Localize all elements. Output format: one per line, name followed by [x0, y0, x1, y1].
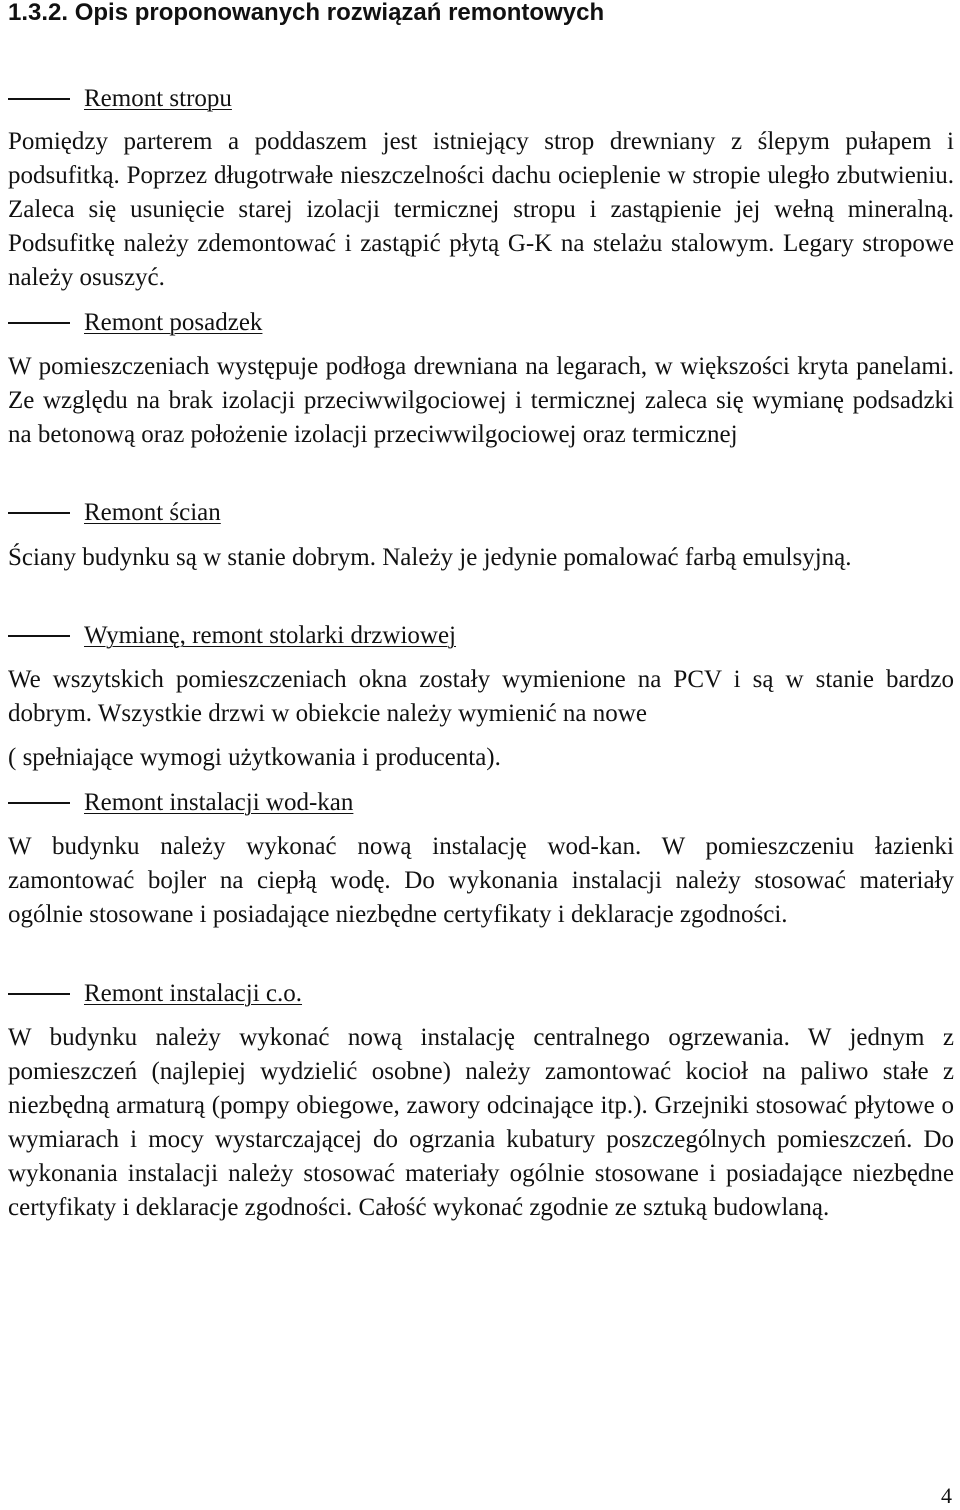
paragraph: Pomiędzy parterem a poddaszem jest istniejący strop drewniany z ślepym pułapem i podsufitką. Poprzez długotrwałe nieszczelności dachu ocieplenie w stropie uległo zbutwieniu. Zaleca się usunięcie starej izolacji termicznej stropu i zastąpienie jej wełną mineralną. Podsufitkę należy zdemontować i zastąpić płytą G-K na stelażu stalowym. Legary stropowe należy osuszyć.: [8, 128, 954, 291]
paragraph: Ściany budynku są w stanie dobrym. Należy je jedynie pomalować farbą emulsyjną.: [8, 544, 852, 571]
paragraph: We wszytskich pomieszczeniach okna zostały wymienione na PCV i są w stanie bardzo dobrym. Wszystkie drzwi w obiekcie należy wymienić na nowe: [8, 666, 954, 727]
item-title: Remont posadzek: [84, 309, 263, 336]
section-heading: 1.3.2. Opis proponowanych rozwiązań remontowych: [8, 0, 605, 26]
list-item-remont-stropu: [8, 82, 954, 115]
dash-bullet: [8, 98, 70, 100]
dash-bullet: [8, 635, 70, 637]
dash-bullet: [8, 802, 70, 804]
list-item-remont-scian: [8, 496, 954, 529]
paragraph: W budynku należy wykonać nową instalację wod-kan. W pomieszczeniu łazienki zamontować bojler na ciepłą wodę. Do wykonania instalacji należy stosować materiały ogólnie stosowane i posiadające niezbędne certyfikaty i deklaracje zgodności.: [8, 833, 954, 928]
item-title: Remont instalacji wod-kan: [84, 789, 354, 816]
paragraph: W pomieszczeniach występuje podłoga drewniana na legarach, w większości kryta panelami. Ze względu na brak izolacji przeciwwilgociowej i termicznej zaleca się wymianę podsadzki na betonową oraz położenie izolacji przeciwwilgociowej oraz termicznej: [8, 353, 954, 448]
page-number: 4: [941, 1483, 952, 1508]
dash-bullet: [8, 512, 70, 514]
item-title: Remont stropu: [84, 85, 232, 112]
list-item-remont-posadzek: [8, 306, 954, 339]
item-title: Wymianę, remont stolarki drzwiowej: [84, 622, 456, 649]
item-title: Remont instalacji c.o.: [84, 980, 303, 1007]
list-item-co: [8, 977, 954, 1010]
dash-bullet: [8, 322, 70, 324]
paragraph-continuation: ( spełniające wymogi użytkowania i producenta).: [8, 744, 501, 771]
list-item-wod-kan: [8, 786, 954, 819]
dash-bullet: [8, 993, 70, 995]
paragraph: W budynku należy wykonać nową instalację centralnego ogrzewania. W jednym z pomieszczeń (najlepiej wydzielić osobne) należy zamontować kocioł na paliwo stałe z niezbędną armaturą (pompy obiegowe, zawory odcinające itp.). Grzejniki stosować płytowe o wymiarach i mocy wystarczającej do ogrzania kubatury poszczególnych pomieszczeń. Do wykonania instalacji należy stosować materiały ogólnie stosowane i posiadające niezbędne certyfikaty i deklaracje zgodności. Całość wykonać zgodnie ze sztuką budowlaną.: [8, 1024, 954, 1221]
list-item-stolarka: [8, 619, 954, 652]
item-title: Remont ścian: [84, 499, 221, 526]
